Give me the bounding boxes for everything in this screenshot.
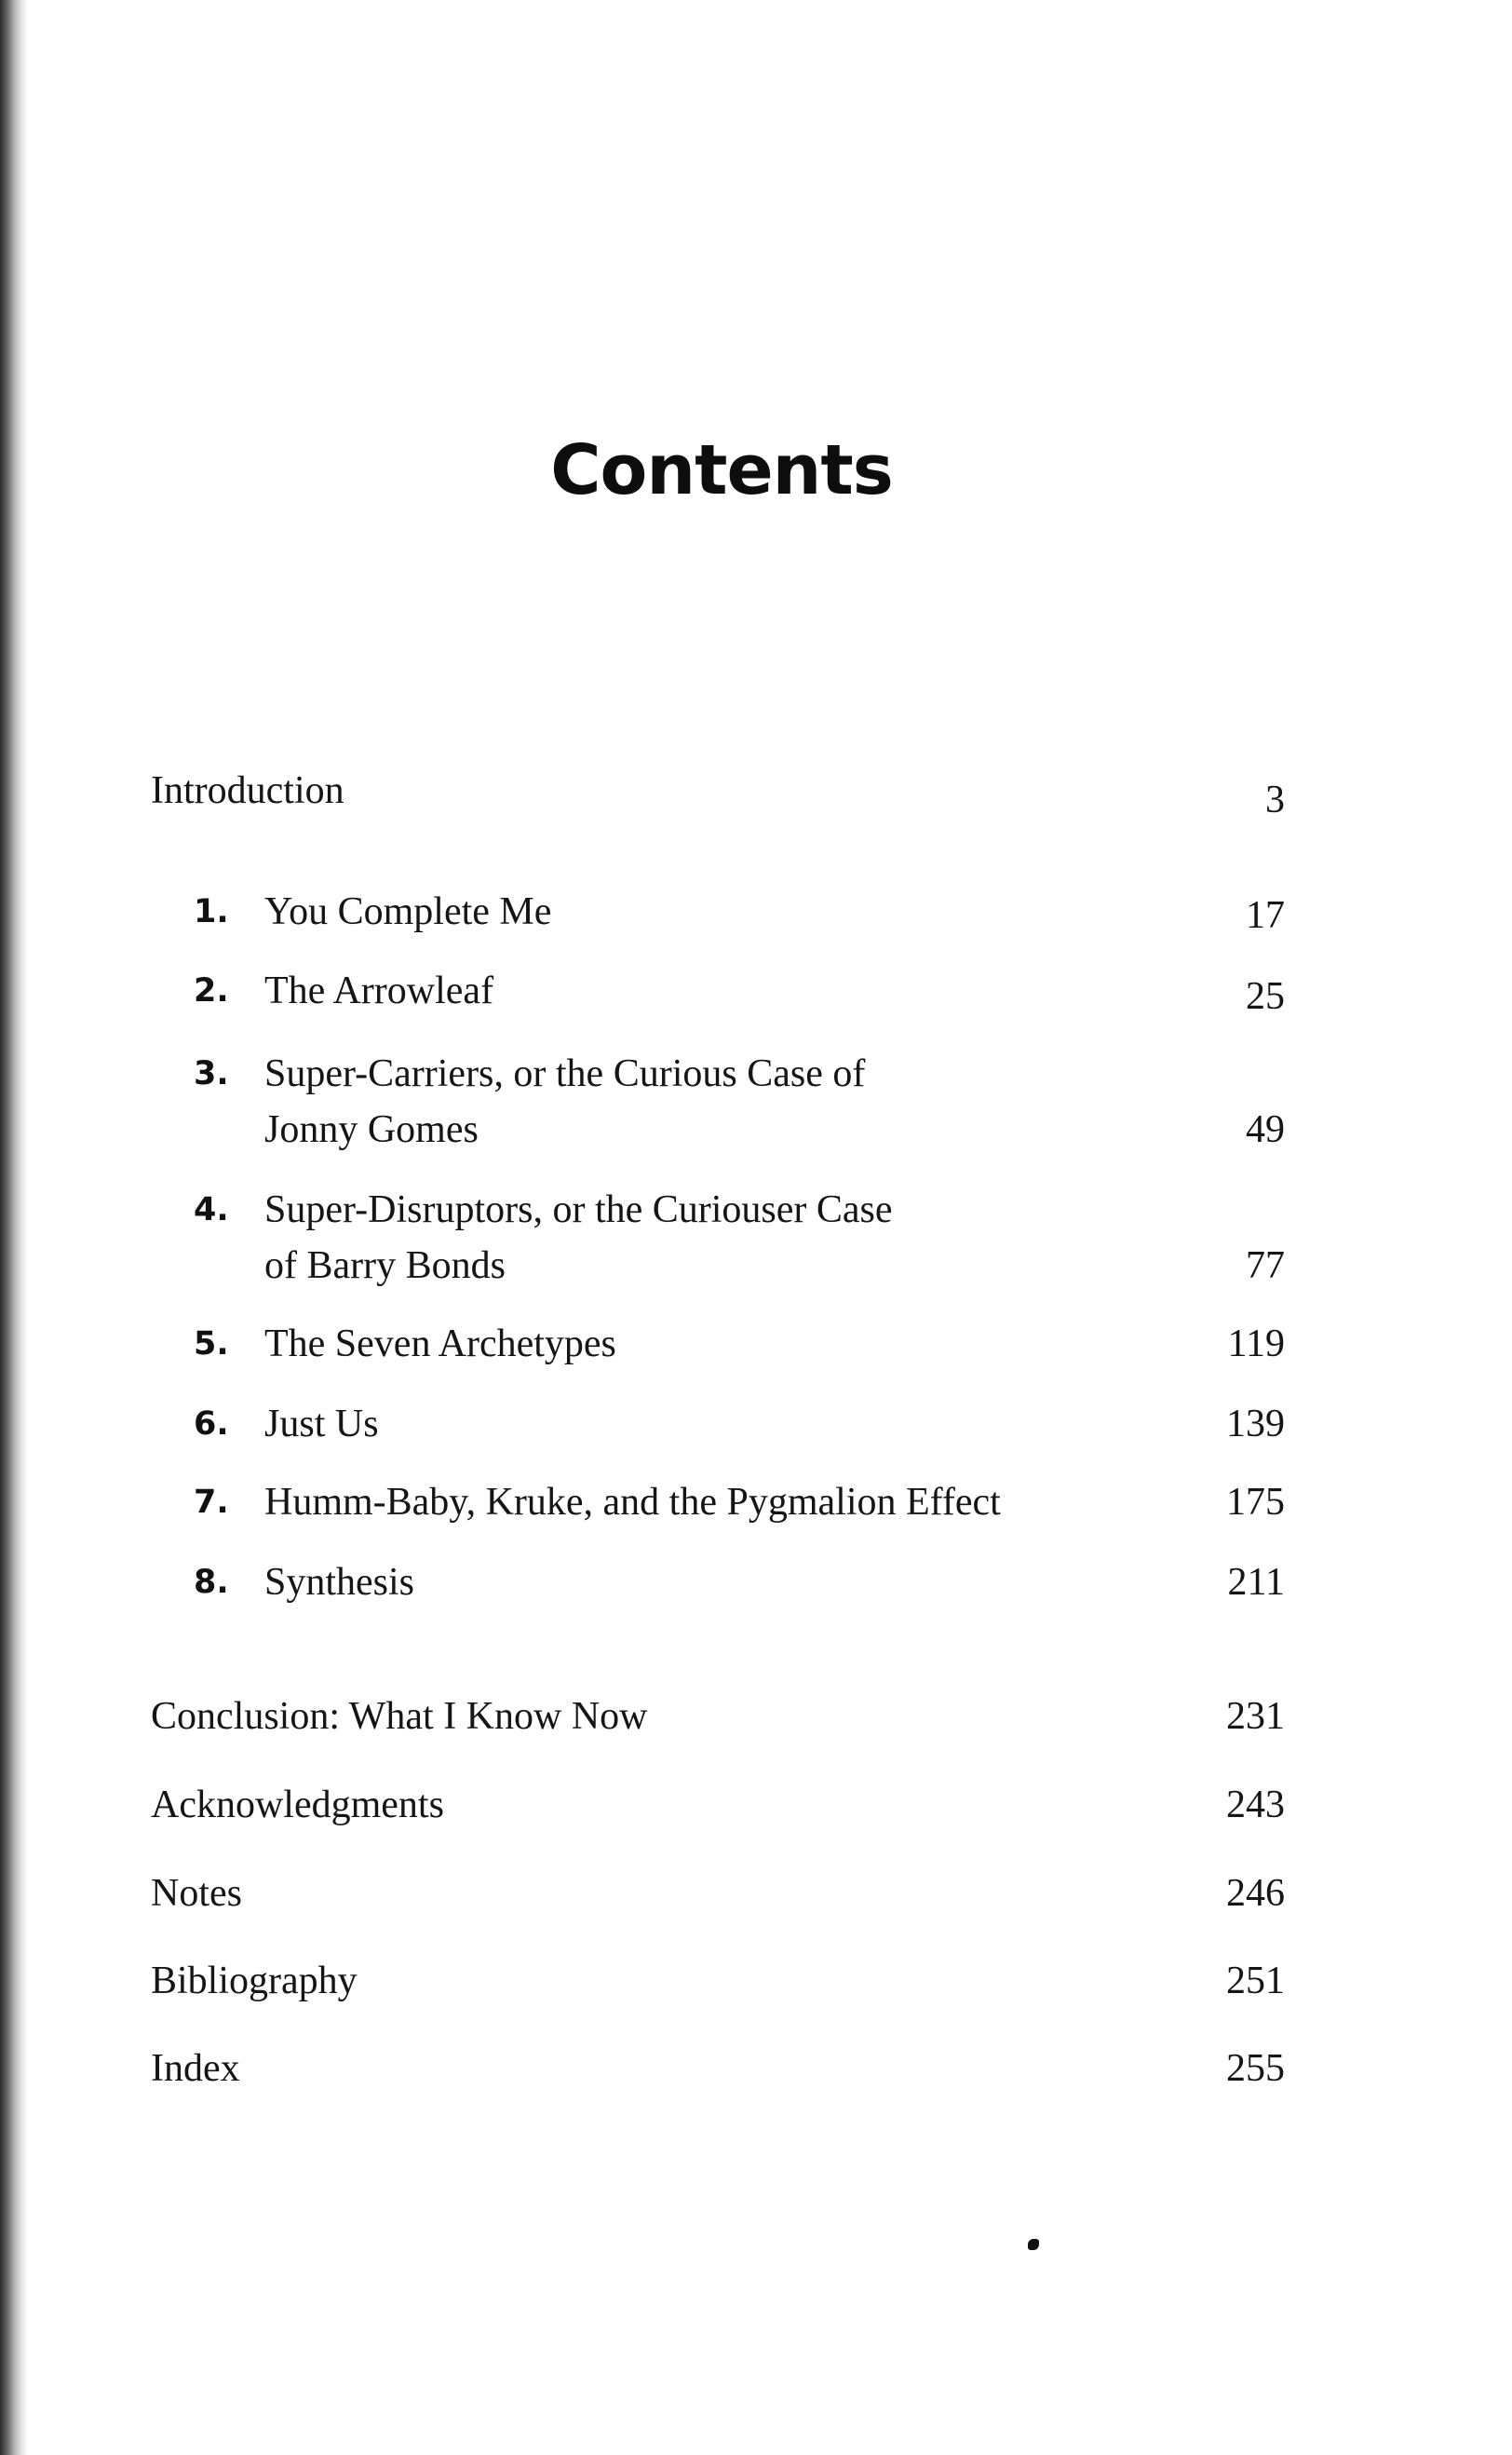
toc-chapter-1[interactable] bbox=[0, 885, 1512, 939]
chapter-page: 211 bbox=[1227, 1561, 1285, 1604]
ink-speck bbox=[1028, 2239, 1039, 2250]
toc-entry-label: Introduction bbox=[151, 769, 344, 812]
chapter-title: Just Us bbox=[264, 1403, 379, 1445]
toc-entry-label: Bibliography bbox=[151, 1960, 358, 2002]
toc-entry-page: 251 bbox=[1226, 1960, 1285, 2002]
chapter-number: 4. bbox=[194, 1191, 229, 1228]
toc-entry-bibliography[interactable] bbox=[0, 1954, 1512, 2008]
chapter-number: 3. bbox=[194, 1055, 229, 1092]
toc-chapter-3[interactable] bbox=[0, 1047, 1512, 1159]
page-title: Contents bbox=[550, 430, 893, 510]
toc-entry-page: 243 bbox=[1226, 1784, 1285, 1826]
chapter-title-line-2: Jonny Gomes bbox=[264, 1108, 479, 1151]
toc-entry-page: 246 bbox=[1226, 1872, 1285, 1915]
toc-entry-label: Acknowledgments bbox=[151, 1784, 444, 1826]
toc-chapter-8[interactable] bbox=[0, 1555, 1512, 1609]
chapter-title-line-1: Super-Carriers, or the Curious Case of bbox=[264, 1052, 866, 1095]
chapter-page: 25 bbox=[1246, 975, 1285, 1018]
toc-chapter-5[interactable] bbox=[0, 1317, 1512, 1371]
chapter-page: 49 bbox=[1246, 1108, 1285, 1151]
toc-entry-notes[interactable] bbox=[0, 1866, 1512, 1920]
chapter-page: 139 bbox=[1226, 1403, 1285, 1445]
chapter-number: 1. bbox=[194, 893, 229, 930]
chapter-page: 17 bbox=[1246, 894, 1285, 937]
toc-entry-acknowledgments[interactable] bbox=[0, 1778, 1512, 1832]
chapter-page: 175 bbox=[1226, 1481, 1285, 1524]
toc-chapter-6[interactable] bbox=[0, 1397, 1512, 1451]
toc-chapter-2[interactable] bbox=[0, 964, 1512, 1018]
toc-entry-conclusion[interactable] bbox=[0, 1689, 1512, 1743]
chapter-number: 6. bbox=[194, 1405, 229, 1443]
chapter-number: 5. bbox=[194, 1325, 229, 1363]
toc-entry-page: 3 bbox=[1265, 779, 1285, 821]
toc-entry-page: 255 bbox=[1226, 2047, 1285, 2090]
toc-entry-label: Conclusion: What I Know Now bbox=[151, 1695, 648, 1738]
toc-entry-introduction[interactable] bbox=[0, 764, 1512, 821]
chapter-number: 2. bbox=[194, 972, 229, 1010]
chapter-number: 7. bbox=[194, 1484, 229, 1521]
chapter-title: Humm-Baby, Kruke, and the Pygmalion Effect bbox=[264, 1481, 1001, 1524]
chapter-title-line-2: of Barry Bonds bbox=[264, 1244, 506, 1287]
toc-chapter-7[interactable] bbox=[0, 1475, 1512, 1529]
chapter-title: The Arrowleaf bbox=[264, 970, 494, 1012]
toc-entry-label: Notes bbox=[151, 1872, 242, 1915]
toc-chapter-4[interactable] bbox=[0, 1183, 1512, 1295]
chapter-title: You Complete Me bbox=[264, 890, 552, 933]
toc-entry-index[interactable] bbox=[0, 2041, 1512, 2096]
chapter-title-line-1: Super-Disruptors, or the Curiouser Case bbox=[264, 1188, 893, 1231]
chapter-title: Synthesis bbox=[264, 1561, 415, 1604]
chapter-page: 77 bbox=[1246, 1244, 1285, 1287]
chapter-number: 8. bbox=[194, 1564, 229, 1601]
toc-entry-label: Index bbox=[151, 2047, 240, 2090]
chapter-page: 119 bbox=[1227, 1322, 1285, 1365]
toc-entry-page: 231 bbox=[1226, 1695, 1285, 1738]
chapter-title: The Seven Archetypes bbox=[264, 1322, 616, 1365]
